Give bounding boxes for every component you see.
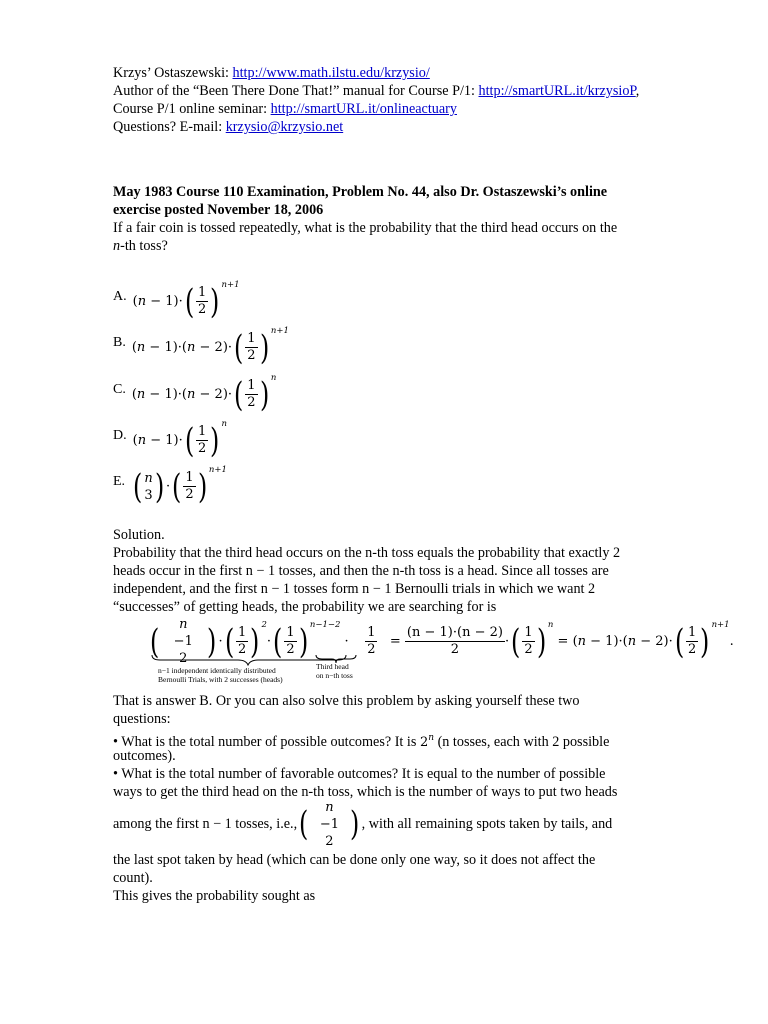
solution-p6: questions:	[113, 711, 171, 727]
solution-p10: ways to get the third head on the n-th toss, which is the number of ways to put two heads	[113, 784, 618, 800]
option-e	[113, 461, 227, 507]
seminar-link[interactable]: http://smartURL.it/onlineactuary	[270, 101, 457, 117]
question-line1: If a fair coin is tossed repeatedly, what is the probability that the third head occurs on the	[113, 220, 618, 236]
manual-link[interactable]: http://smartURL.it/krzysioP	[478, 83, 636, 99]
option-b-label: B.	[113, 335, 126, 350]
two-to-the-n: 2$^n$	[419, 733, 435, 750]
option-b-formula: (n − 1)·(n − 2)·( $\frac{1}{2}$ ) $^{n+1}$	[131, 326, 289, 368]
option-c-formula: (n − 1)·(n − 2)·( $\frac{1}{2}$ ) $^n$	[131, 373, 277, 415]
author-name: Krzys’ Ostaszewski:	[113, 65, 233, 81]
probability-derivation-formula: ( n −1 2 ) ·( $\frac{1}{2}$ ) $^2$·( $\frac{1}{2}$ ) $^{n-1-2}$ · $\frac{1}{2}$ = $\frac{(n - 1)\cdot(n - 2)}{2}$ ·( $\frac{1}{2}$ ) $^n$ = (n − 1)·(n − 2)·( $\frac{1}{2}$ ) $^{n+1}$.	[149, 617, 734, 666]
option-a-label: A.	[113, 289, 127, 304]
solution-p3: independent, and the first n − 1 tosses form n − 1 Bernoulli trials in which we want 2	[113, 581, 596, 597]
option-c	[113, 369, 277, 415]
solution-p1: Probability that the third head occurs on the n-th toss equals the probability that exactly 2	[113, 545, 621, 561]
p7-text-a: • What is the total number of possible outcomes? It is	[113, 734, 420, 750]
solution-p7	[113, 729, 609, 752]
question-n: n	[113, 238, 121, 254]
solution-p11	[113, 800, 612, 848]
manual-line	[113, 82, 639, 100]
option-e-label: E.	[113, 474, 126, 490]
problem-title-line1: May 1983 Course 110 Examination, Problem No. 44, also Dr. Ostaszewski’s online	[113, 184, 608, 200]
option-c-label: C.	[113, 382, 126, 397]
author-line	[113, 64, 430, 82]
author-homepage-link[interactable]: http://www.math.ilstu.edu/krzysio/	[232, 65, 430, 81]
option-d-label: D.	[113, 428, 127, 443]
question-line2	[113, 237, 168, 255]
option-a	[113, 276, 240, 322]
binom-n-minus-1-choose-2: ( n −1 2 )	[299, 799, 360, 849]
email-line	[113, 118, 343, 136]
third-note-line1: Third head	[316, 662, 349, 671]
question-rest: -th toss?	[120, 238, 168, 254]
p11-text-b: , with all remaining spots taken by tails, and	[361, 816, 613, 832]
solution-p14: This gives the probability sought as	[113, 888, 316, 904]
solution-p4: “successes” of getting heads, the probability we are searching for is	[113, 599, 497, 615]
manual-text: Author of the “Been There Done That!” manual for Course P/1:	[113, 83, 479, 99]
manual-trail: ,	[635, 83, 640, 99]
brace-note-line1: n−1 independent identically distributed	[158, 666, 276, 675]
solution-p2: heads occur in the first n − 1 tosses, and then the n-th toss is a head. Since all tosses are	[113, 563, 609, 579]
option-e-formula: ( n 3 ) ·( $\frac{1}{2}$ ) $^{n+1}$	[133, 465, 227, 507]
solution-heading: Solution.	[113, 527, 165, 543]
email-link[interactable]: krzysio@krzysio.net	[225, 119, 344, 135]
option-a-formula: (n − 1)·( $\frac{1}{2}$ ) $^{n+1}$	[132, 280, 240, 322]
brace-note-line2: Bernoulli Trials, with 2 successes (heads)	[158, 675, 283, 684]
solution-p5: That is answer B. Or you can also solve this problem by asking yourself these two	[113, 693, 580, 709]
option-d	[113, 415, 228, 461]
solution-p12: the last spot taken by head (which can be done only one way, so it does not affect the	[113, 852, 596, 868]
problem-title-line2: exercise posted November 18, 2006	[113, 202, 324, 218]
p11-text-a: among the first n − 1 tosses, i.e.,	[113, 816, 298, 832]
seminar-line	[113, 100, 457, 118]
seminar-text: Course P/1 online seminar:	[113, 101, 271, 117]
third-note-line2: on n−th toss	[316, 671, 353, 680]
brace-note-bernoulli	[158, 666, 283, 684]
brace-note-third-head	[316, 662, 353, 680]
solution-p13: count).	[113, 870, 153, 886]
solution-p9: • What is the total number of favorable outcomes? It is equal to the number of possible	[113, 766, 606, 782]
option-d-formula: (n − 1)·( $\frac{1}{2}$ ) $^n$	[132, 419, 228, 461]
solution-p8: outcomes).	[113, 748, 176, 764]
p7-text-b: (n tosses, each with 2 possible	[434, 734, 610, 750]
option-b	[113, 322, 289, 368]
email-text: Questions? E-mail:	[113, 119, 226, 135]
